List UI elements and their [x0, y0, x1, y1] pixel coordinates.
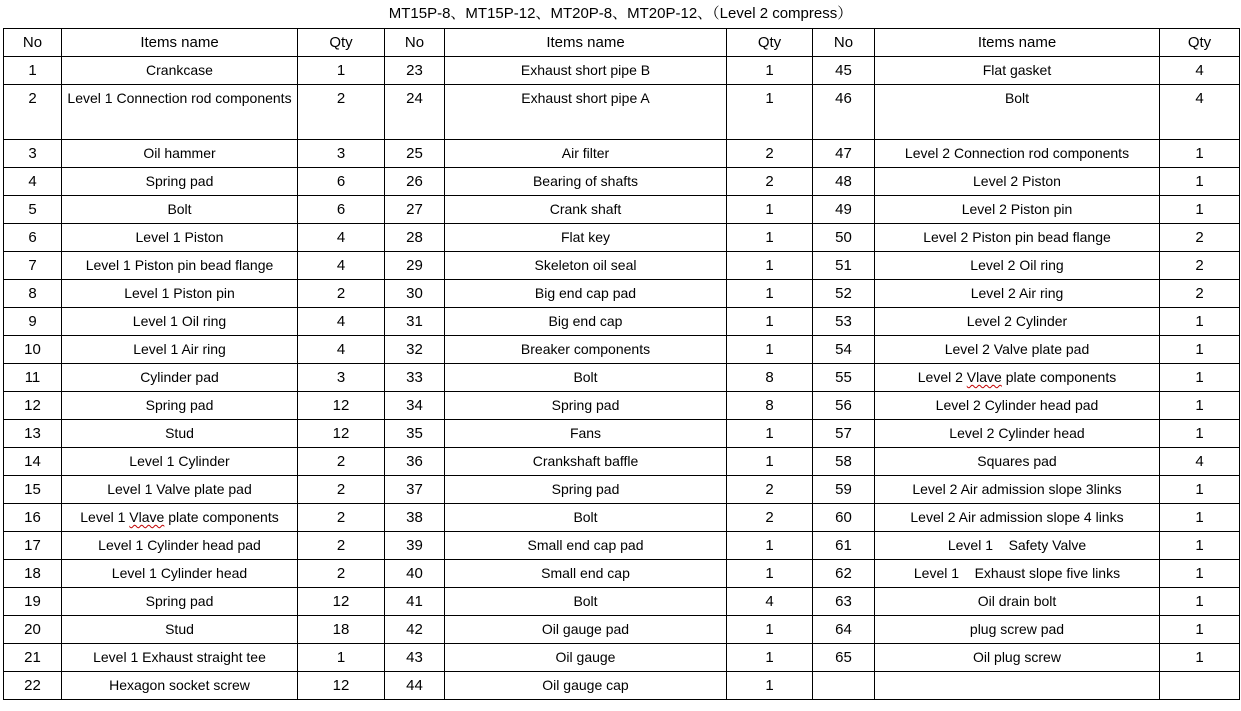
item-name-cell: Level 1 Connection rod components	[62, 85, 298, 140]
no-cell: 61	[813, 532, 875, 560]
qty-cell: 1	[1160, 588, 1240, 616]
item-name-cell: Level 1 Valve plate pad	[62, 476, 298, 504]
spellcheck-mark: Vlave	[129, 509, 165, 525]
item-name-cell: Big end cap	[445, 308, 727, 336]
no-cell: 64	[813, 616, 875, 644]
no-cell: 25	[385, 140, 445, 168]
qty-cell: 4	[298, 336, 385, 364]
qty-cell: 1	[1160, 140, 1240, 168]
no-cell: 3	[4, 140, 62, 168]
table-body	[4, 57, 1240, 700]
item-name-cell: Level 1 Safety Valve	[875, 532, 1160, 560]
no-cell: 49	[813, 196, 875, 224]
no-cell: 33	[385, 364, 445, 392]
table-row	[4, 140, 1240, 168]
item-name-cell: Level 1 Exhaust straight tee	[62, 644, 298, 672]
qty-cell: 2	[727, 140, 813, 168]
qty-cell: 2	[1160, 252, 1240, 280]
no-cell: 22	[4, 672, 62, 700]
item-name-cell: Level 2 Oil ring	[875, 252, 1160, 280]
table-row	[4, 336, 1240, 364]
item-name-cell: Level 1 Cylinder	[62, 448, 298, 476]
item-name-cell: Stud	[62, 616, 298, 644]
item-name-cell: Level 2 Air ring	[875, 280, 1160, 308]
qty-cell: 2	[727, 168, 813, 196]
no-cell: 50	[813, 224, 875, 252]
table-row	[4, 560, 1240, 588]
qty-cell: 2	[298, 476, 385, 504]
item-name-cell: Level 1 Vlave plate components	[62, 504, 298, 532]
qty-cell: 1	[727, 280, 813, 308]
header-item: Items name	[62, 29, 298, 57]
no-cell: 9	[4, 308, 62, 336]
item-name-cell: Level 1 Piston pin	[62, 280, 298, 308]
qty-cell: 1	[727, 448, 813, 476]
no-cell: 20	[4, 616, 62, 644]
item-name-cell: Spring pad	[62, 588, 298, 616]
item-name-cell: Skeleton oil seal	[445, 252, 727, 280]
no-cell: 44	[385, 672, 445, 700]
qty-cell: 6	[298, 196, 385, 224]
qty-cell: 1	[1160, 504, 1240, 532]
qty-cell: 12	[298, 420, 385, 448]
no-cell: 62	[813, 560, 875, 588]
qty-cell: 2	[1160, 224, 1240, 252]
no-cell: 26	[385, 168, 445, 196]
qty-cell: 2	[298, 532, 385, 560]
qty-cell: 1	[1160, 644, 1240, 672]
header-item: Items name	[445, 29, 727, 57]
item-name-cell: Level 2 Vlave plate components	[875, 364, 1160, 392]
no-cell: 16	[4, 504, 62, 532]
item-name-cell: Level 2 Valve plate pad	[875, 336, 1160, 364]
item-name-cell: Air filter	[445, 140, 727, 168]
item-name-cell: Spring pad	[445, 392, 727, 420]
no-cell: 51	[813, 252, 875, 280]
table-row	[4, 252, 1240, 280]
item-name-cell: Level 1 Piston pin bead flange	[62, 252, 298, 280]
no-cell: 60	[813, 504, 875, 532]
no-cell: 14	[4, 448, 62, 476]
qty-cell: 2	[727, 476, 813, 504]
qty-cell: 4	[298, 224, 385, 252]
table-row	[4, 616, 1240, 644]
table-row	[4, 448, 1240, 476]
qty-cell: 1	[727, 532, 813, 560]
item-name-cell: Spring pad	[62, 168, 298, 196]
no-cell: 55	[813, 364, 875, 392]
qty-cell: 4	[298, 308, 385, 336]
item-name-cell: Flat gasket	[875, 57, 1160, 85]
header-no: No	[813, 29, 875, 57]
table-row	[4, 672, 1240, 700]
table-row	[4, 588, 1240, 616]
item-name-cell: Crankcase	[62, 57, 298, 85]
qty-cell: 4	[1160, 85, 1240, 140]
no-cell: 54	[813, 336, 875, 364]
table-row	[4, 280, 1240, 308]
item-name-cell: Level 1 Exhaust slope five links	[875, 560, 1160, 588]
no-cell: 24	[385, 85, 445, 140]
qty-cell: 1	[1160, 616, 1240, 644]
no-cell: 32	[385, 336, 445, 364]
item-name-cell: Level 2 Piston	[875, 168, 1160, 196]
table-row	[4, 224, 1240, 252]
qty-cell: 1	[1160, 476, 1240, 504]
no-cell: 39	[385, 532, 445, 560]
parts-table	[3, 28, 1240, 700]
qty-cell: 1	[298, 644, 385, 672]
qty-cell: 1	[727, 644, 813, 672]
no-cell: 23	[385, 57, 445, 85]
item-name-cell: Level 1 Oil ring	[62, 308, 298, 336]
table-row	[4, 196, 1240, 224]
no-cell: 17	[4, 532, 62, 560]
table-row	[4, 504, 1240, 532]
no-cell: 18	[4, 560, 62, 588]
table-row	[4, 57, 1240, 85]
item-name-cell: Oil gauge pad	[445, 616, 727, 644]
spellcheck-mark: Vlave	[966, 369, 1002, 385]
item-name-cell: Spring pad	[445, 476, 727, 504]
no-cell: 63	[813, 588, 875, 616]
table-row	[4, 476, 1240, 504]
qty-cell: 12	[298, 392, 385, 420]
qty-cell: 4	[727, 588, 813, 616]
item-name-cell: Level 2 Cylinder	[875, 308, 1160, 336]
header-item: Items name	[875, 29, 1160, 57]
no-cell: 43	[385, 644, 445, 672]
qty-cell: 4	[1160, 57, 1240, 85]
no-cell: 7	[4, 252, 62, 280]
qty-cell: 4	[1160, 448, 1240, 476]
item-name-cell: Level 1 Cylinder head pad	[62, 532, 298, 560]
qty-cell: 2	[727, 504, 813, 532]
qty-cell: 1	[727, 85, 813, 140]
no-cell: 36	[385, 448, 445, 476]
qty-cell: 12	[298, 672, 385, 700]
item-name-cell: Breaker components	[445, 336, 727, 364]
item-name-cell: Squares pad	[875, 448, 1160, 476]
qty-cell: 1	[298, 57, 385, 85]
qty-cell: 1	[1160, 364, 1240, 392]
table-row	[4, 364, 1240, 392]
item-name-cell: Level 2 Piston pin bead flange	[875, 224, 1160, 252]
qty-cell	[1160, 672, 1240, 700]
header-row	[4, 29, 1240, 57]
no-cell: 57	[813, 420, 875, 448]
qty-cell: 1	[1160, 420, 1240, 448]
no-cell: 8	[4, 280, 62, 308]
no-cell: 56	[813, 392, 875, 420]
item-name-cell: Bolt	[62, 196, 298, 224]
qty-cell: 1	[1160, 308, 1240, 336]
item-name-cell: Oil drain bolt	[875, 588, 1160, 616]
item-name-cell: Oil gauge	[445, 644, 727, 672]
qty-cell: 2	[298, 85, 385, 140]
no-cell: 2	[4, 85, 62, 140]
no-cell: 10	[4, 336, 62, 364]
no-cell: 41	[385, 588, 445, 616]
table-row	[4, 420, 1240, 448]
qty-cell: 18	[298, 616, 385, 644]
qty-cell: 1	[727, 420, 813, 448]
no-cell: 65	[813, 644, 875, 672]
item-name-cell: Level 1 Cylinder head	[62, 560, 298, 588]
item-name-cell: Level 2 Piston pin	[875, 196, 1160, 224]
qty-cell: 6	[298, 168, 385, 196]
qty-cell: 1	[1160, 336, 1240, 364]
qty-cell: 1	[727, 57, 813, 85]
table-row	[4, 168, 1240, 196]
item-name-cell: Crank shaft	[445, 196, 727, 224]
qty-cell: 3	[298, 140, 385, 168]
item-name-cell: Bearing of shafts	[445, 168, 727, 196]
no-cell: 46	[813, 85, 875, 140]
item-name-cell: Bolt	[875, 85, 1160, 140]
header-no: No	[385, 29, 445, 57]
no-cell: 59	[813, 476, 875, 504]
header-no: No	[4, 29, 62, 57]
qty-cell: 3	[298, 364, 385, 392]
item-name-cell: Cylinder pad	[62, 364, 298, 392]
no-cell: 34	[385, 392, 445, 420]
table-row	[4, 644, 1240, 672]
item-name-cell: Level 2 Air admission slope 4 links	[875, 504, 1160, 532]
item-name-cell: Fans	[445, 420, 727, 448]
no-cell: 15	[4, 476, 62, 504]
qty-cell: 2	[298, 504, 385, 532]
document-title: MT15P-8、MT15P-12、MT20P-8、MT20P-12、（Level 2 compress）	[388, 5, 853, 22]
item-name-cell: Level 2 Connection rod components	[875, 140, 1160, 168]
no-cell: 52	[813, 280, 875, 308]
table-row	[4, 392, 1240, 420]
qty-cell: 8	[727, 364, 813, 392]
no-cell: 27	[385, 196, 445, 224]
qty-cell: 2	[298, 448, 385, 476]
item-name-cell: Bolt	[445, 364, 727, 392]
no-cell: 45	[813, 57, 875, 85]
no-cell: 11	[4, 364, 62, 392]
qty-cell: 1	[727, 616, 813, 644]
qty-cell: 1	[1160, 532, 1240, 560]
no-cell: 4	[4, 168, 62, 196]
no-cell: 6	[4, 224, 62, 252]
qty-cell: 1	[727, 252, 813, 280]
no-cell: 13	[4, 420, 62, 448]
header-qty: Qty	[298, 29, 385, 57]
item-name-cell: Level 1 Piston	[62, 224, 298, 252]
item-name-cell: Crankshaft baffle	[445, 448, 727, 476]
table-row	[4, 85, 1240, 140]
no-cell: 29	[385, 252, 445, 280]
item-name-cell: Hexagon socket screw	[62, 672, 298, 700]
no-cell: 30	[385, 280, 445, 308]
no-cell: 37	[385, 476, 445, 504]
item-name-cell: Oil hammer	[62, 140, 298, 168]
item-name-cell: Big end cap pad	[445, 280, 727, 308]
item-name-cell: Oil plug screw	[875, 644, 1160, 672]
item-name-cell: Flat key	[445, 224, 727, 252]
item-name-cell: plug screw pad	[875, 616, 1160, 644]
qty-cell: 1	[727, 336, 813, 364]
table-row	[4, 532, 1240, 560]
no-cell: 21	[4, 644, 62, 672]
no-cell: 12	[4, 392, 62, 420]
item-name-cell: Stud	[62, 420, 298, 448]
qty-cell: 1	[1160, 560, 1240, 588]
no-cell: 58	[813, 448, 875, 476]
qty-cell: 8	[727, 392, 813, 420]
header-qty: Qty	[1160, 29, 1240, 57]
item-name-cell: Level 2 Air admission slope 3links	[875, 476, 1160, 504]
no-cell: 31	[385, 308, 445, 336]
no-cell: 40	[385, 560, 445, 588]
item-name-cell: Bolt	[445, 588, 727, 616]
qty-cell: 1	[727, 308, 813, 336]
qty-cell: 1	[1160, 196, 1240, 224]
item-name-cell: Exhaust short pipe A	[445, 85, 727, 140]
qty-cell: 2	[298, 560, 385, 588]
qty-cell: 1	[727, 560, 813, 588]
no-cell	[813, 672, 875, 700]
no-cell: 48	[813, 168, 875, 196]
item-name-cell: Small end cap	[445, 560, 727, 588]
qty-cell: 1	[727, 224, 813, 252]
item-name-cell: Bolt	[445, 504, 727, 532]
no-cell: 47	[813, 140, 875, 168]
item-name-cell: Level 1 Air ring	[62, 336, 298, 364]
no-cell: 35	[385, 420, 445, 448]
item-name-cell: Oil gauge cap	[445, 672, 727, 700]
no-cell: 28	[385, 224, 445, 252]
qty-cell: 1	[727, 196, 813, 224]
no-cell: 38	[385, 504, 445, 532]
qty-cell: 1	[1160, 168, 1240, 196]
qty-cell: 12	[298, 588, 385, 616]
item-name-cell: Spring pad	[62, 392, 298, 420]
no-cell: 53	[813, 308, 875, 336]
item-name-cell: Level 2 Cylinder head	[875, 420, 1160, 448]
table-row	[4, 308, 1240, 336]
header-qty: Qty	[727, 29, 813, 57]
item-name-cell: Level 2 Cylinder head pad	[875, 392, 1160, 420]
qty-cell: 4	[298, 252, 385, 280]
no-cell: 42	[385, 616, 445, 644]
item-name-cell: Exhaust short pipe B	[445, 57, 727, 85]
qty-cell: 1	[727, 672, 813, 700]
no-cell: 19	[4, 588, 62, 616]
qty-cell: 1	[1160, 392, 1240, 420]
no-cell: 1	[4, 57, 62, 85]
qty-cell: 2	[1160, 280, 1240, 308]
qty-cell: 2	[298, 280, 385, 308]
no-cell: 5	[4, 196, 62, 224]
item-name-cell	[875, 672, 1160, 700]
item-name-cell: Small end cap pad	[445, 532, 727, 560]
